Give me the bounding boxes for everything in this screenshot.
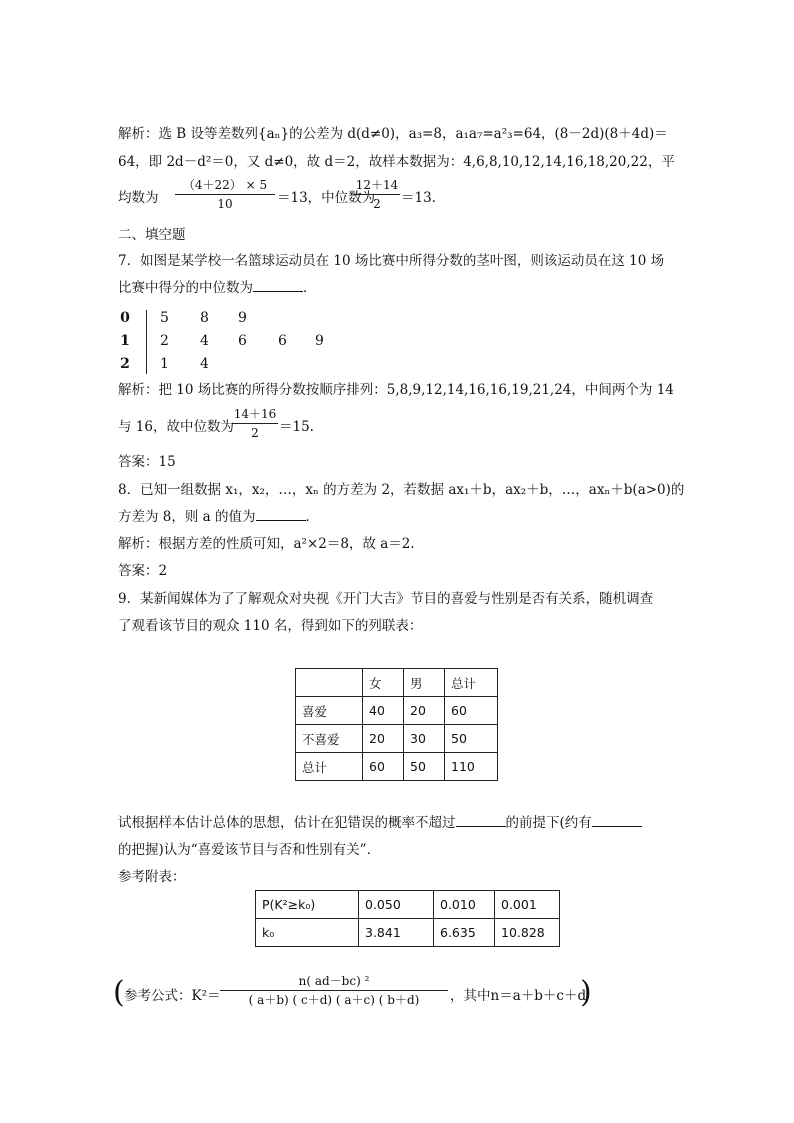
- table-cell: 0.001: [495, 891, 560, 919]
- table-cell: 60: [363, 753, 404, 781]
- leaf-value: 6: [278, 333, 287, 349]
- table-row: [296, 697, 498, 725]
- q7-answer-blank: [253, 279, 303, 292]
- table-cell: 喜爱: [296, 697, 363, 725]
- table-cell: k₀: [256, 919, 359, 947]
- q9-line2: 了观看该节目的观众 110 名，得到如下的列联表：: [118, 618, 423, 634]
- table-cell: P(K²≥k₀): [256, 891, 359, 919]
- table-cell: 0.010: [434, 891, 495, 919]
- table-cell: 总计: [445, 669, 498, 697]
- table-cell: 0.050: [359, 891, 434, 919]
- leaf-value: 5: [160, 310, 169, 326]
- leaf-value: 6: [238, 333, 247, 349]
- table-cell: 20: [404, 697, 445, 725]
- table-cell: 40: [363, 697, 404, 725]
- table-cell: 30: [404, 725, 445, 753]
- q8-answer-blank: [256, 508, 306, 521]
- table-header-row: [296, 669, 498, 697]
- leaf-value: 4: [200, 356, 209, 372]
- leaf-value: 9: [238, 310, 247, 326]
- table-row: [256, 919, 560, 947]
- q7-analysis-line2-prefix: 与 16，故中位数为: [118, 419, 234, 435]
- reference-table: [255, 890, 560, 947]
- analysis-b-line2: 64，即 2d－d²＝0，又 d≠0，故 d＝2，故样本数据为：4,6,8,10,12,14,16,18,20,22，平: [118, 154, 675, 170]
- q9-line1: 9．某新闻媒体为了了解观众对央视《开门大吉》节目的喜爱与性别是否有关系，随机调查: [118, 591, 654, 607]
- q7-line1: 7．如图是某学校一名篮球运动员在 10 场比赛中所得分数的茎叶图，则该运动员在这 10 场: [118, 253, 665, 269]
- reference-table-label: 参考附表：: [118, 869, 186, 885]
- q7-median-fraction: [232, 407, 278, 440]
- q8-answer: 答案：2: [118, 563, 168, 579]
- q7-analysis-result: ＝15.: [279, 419, 314, 435]
- q9-after-line1: 试根据样本估计总体的思想，估计在犯错误的概率不超过 的前提下(约有: [118, 813, 642, 833]
- mean-fraction: [175, 178, 275, 211]
- table-cell: 不喜爱: [296, 725, 363, 753]
- q7-analysis-line1: 解析：把 10 场比赛的所得分数按顺序排列：5,8,9,12,14,16,16,19,21,24，中间两个为 14: [118, 382, 674, 398]
- stem-value: 2: [120, 356, 130, 372]
- median-fraction: [354, 178, 400, 211]
- table-cell: 3.841: [359, 919, 434, 947]
- stem-value: 1: [120, 333, 130, 349]
- table-cell: 50: [404, 753, 445, 781]
- stem-leaf-divider: [146, 310, 147, 374]
- leaf-value: 9: [315, 333, 324, 349]
- q9-after-line2: 的把握)认为“喜爱该节目与否和性别有关”．: [118, 842, 381, 858]
- analysis-b-line3-prefix: 均数为: [118, 190, 159, 206]
- table-cell: 110: [445, 753, 498, 781]
- q9-probability-blank: [456, 814, 506, 827]
- table-cell: 10.828: [495, 919, 560, 947]
- table-cell: 总计: [296, 753, 363, 781]
- mean-fraction-numerator: （4＋22） × 5: [182, 178, 268, 192]
- leaf-value: 1: [160, 356, 169, 372]
- formula-close-paren: ): [580, 975, 592, 1010]
- formula-numerator: n( ad－bc) ²: [298, 974, 370, 988]
- fraction-denominator: 2: [251, 426, 259, 440]
- formula-denominator: ( a＋b) ( c＋d) ( a＋c) ( b＋d): [248, 993, 420, 1007]
- table-cell: 60: [445, 697, 498, 725]
- formula-open-paren: (: [113, 975, 125, 1010]
- stem-value: 0: [120, 310, 130, 326]
- q7-line2: 比赛中得分的中位数为 ．: [118, 280, 317, 296]
- median-fraction-numerator: 12＋14: [355, 178, 399, 192]
- formula-prefix: 参考公式：K²＝: [124, 988, 221, 1004]
- table-cell: [296, 669, 363, 697]
- mean-fraction-denominator: 10: [217, 197, 233, 211]
- table-cell: 女: [363, 669, 404, 697]
- q8-line2: 方差为 8，则 a 的值为 ．: [118, 509, 320, 525]
- fraction-numerator: 14＋16: [233, 407, 277, 421]
- leaf-value: 4: [200, 333, 209, 349]
- leaf-value: 8: [200, 310, 209, 326]
- table-cell: 6.635: [434, 919, 495, 947]
- table-cell: 男: [404, 669, 445, 697]
- table-row: [296, 725, 498, 753]
- q8-line1: 8．已知一组数据 x₁，x₂，…，xₙ 的方差为 2，若数据 ax₁＋b，ax₂＋b，…，axₙ＋b(a>0)的: [118, 482, 685, 498]
- median-fraction-denominator: 2: [373, 197, 381, 211]
- q9-confidence-blank: [592, 814, 642, 827]
- contingency-table: [295, 668, 498, 781]
- table-row: [296, 753, 498, 781]
- section-heading: 二、填空题: [118, 227, 186, 243]
- table-row: [256, 891, 560, 919]
- k-squared-fraction: [220, 974, 448, 1007]
- q8-analysis: 解析：根据方差的性质可知，a²×2＝8，故 a＝2.: [118, 536, 415, 552]
- table-cell: 50: [445, 725, 498, 753]
- formula-suffix: ，其中n＝a＋b＋c＋d: [450, 988, 587, 1004]
- median-result: ＝13.: [401, 190, 436, 206]
- leaf-value: 2: [160, 333, 169, 349]
- median-label: ＝13，中位数为: [277, 190, 376, 206]
- analysis-b-line1: 解析：选 B 设等差数列{aₙ}的公差为 d(d≠0)，a₃=8，a₁a₇=a²₃=64，(8－2d)(8＋4d)＝: [118, 126, 668, 142]
- q7-answer: 答案：15: [118, 454, 176, 470]
- table-cell: 20: [363, 725, 404, 753]
